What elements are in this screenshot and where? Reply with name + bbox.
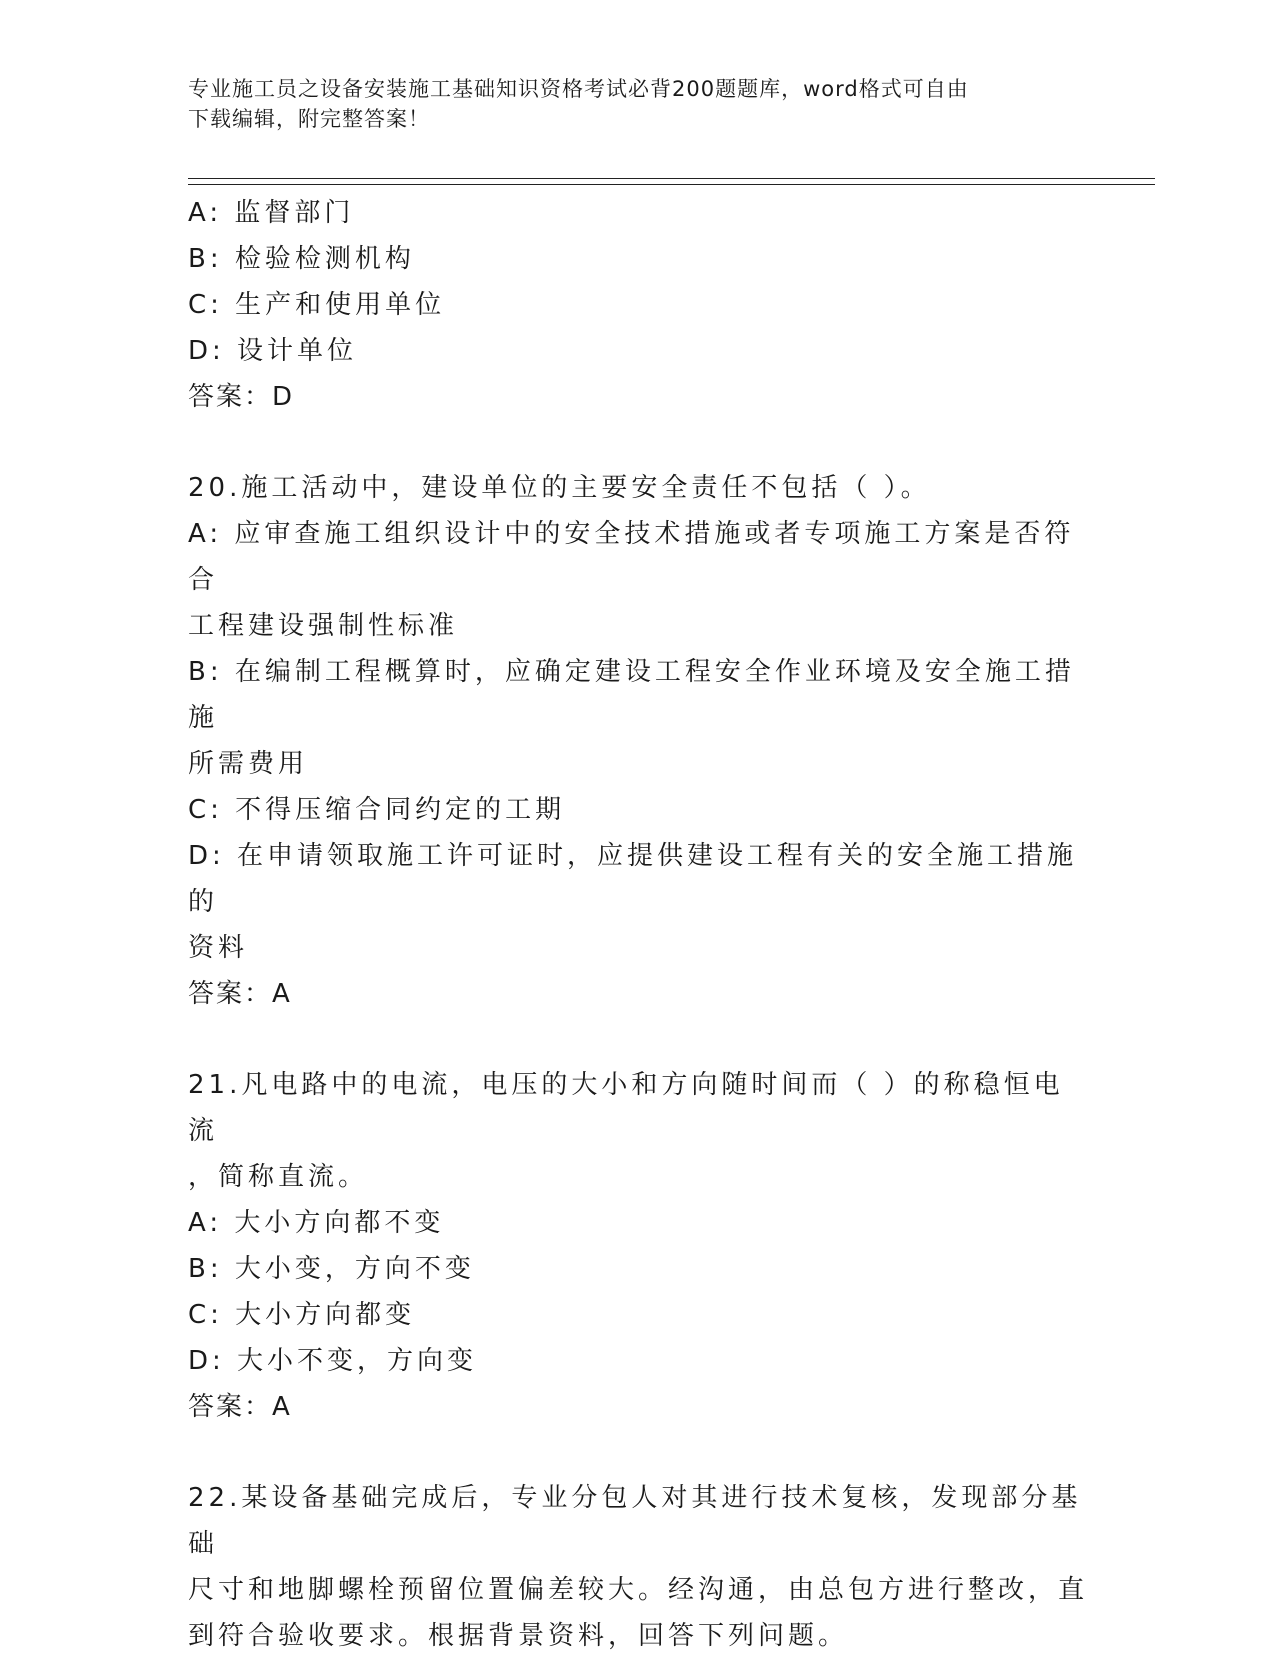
q20-option-a-line-1: A: 应审查施工组织设计中的安全技术措施或者专项施工方案是否符合 (188, 519, 1075, 595)
q21-question-line-2: ，简称直流。 (188, 1162, 369, 1192)
q21-option-b: B: 大小变，方向不变 (188, 1254, 475, 1284)
q22-line-2: 尺寸和地脚螺栓预留位置偏差较大。经沟通，由总包方进行整改，直 (188, 1575, 1089, 1605)
q19-answer: 答案：D (188, 382, 295, 412)
q19-option-a: A: 监督部门 (188, 198, 355, 228)
q20-answer: 答案：A (188, 979, 292, 1009)
q20-option-b-line-1: B: 在编制工程概算时，应确定建设工程安全作业环境及安全施工措施 (188, 657, 1075, 733)
q19-option-d: D: 设计单位 (188, 336, 358, 366)
q20-question: 20.施工活动中，建设单位的主要安全责任不包括（ ）。 (188, 473, 931, 503)
q20-option-a-line-2: 工程建设强制性标准 (188, 611, 459, 641)
q20-option-c: C: 不得压缩合同约定的工期 (188, 795, 566, 825)
q21-question-line-1: 21.凡电路中的电流，电压的大小和方向随时间而（ ）的称稳恒电流 (188, 1070, 1064, 1146)
header-rule-top (188, 178, 1155, 179)
q21-option-d: D: 大小不变，方向变 (188, 1346, 478, 1376)
q22-line-1: 22.某设备基础完成后，专业分包人对其进行技术复核，发现部分基础 (188, 1483, 1082, 1559)
header-line-1: 专业施工员之设备安装施工基础知识资格考试必背200题题库，word格式可自由 (188, 77, 969, 101)
spacer (188, 1430, 1088, 1475)
question-19-block (188, 190, 1088, 420)
spacer (188, 420, 1088, 465)
q19-option-b: B: 检验检测机构 (188, 244, 415, 274)
question-21-block (188, 1062, 1088, 1430)
spacer (188, 1017, 1088, 1062)
question-22-block (188, 1475, 1088, 1659)
q22-line-3: 到符合验收要求。根据背景资料，回答下列问题。 (188, 1621, 849, 1651)
q21-option-a: A: 大小方向都不变 (188, 1208, 445, 1238)
question-20-block (188, 465, 1088, 1017)
q19-option-c: C: 生产和使用单位 (188, 290, 446, 320)
q21-answer: 答案：A (188, 1392, 292, 1422)
header-line-2: 下载编辑，附完整答案！ (188, 107, 430, 131)
q20-option-d-line-1: D: 在申请领取施工许可证时，应提供建设工程有关的安全施工措施的 (188, 841, 1078, 917)
q20-option-d-line-2: 资料 (188, 933, 249, 963)
document-header (188, 74, 1068, 134)
document-body (188, 190, 1088, 1659)
q21-option-c: C: 大小方向都变 (188, 1300, 416, 1330)
header-rule-bottom (188, 184, 1155, 185)
q20-option-b-line-2: 所需费用 (188, 749, 309, 779)
